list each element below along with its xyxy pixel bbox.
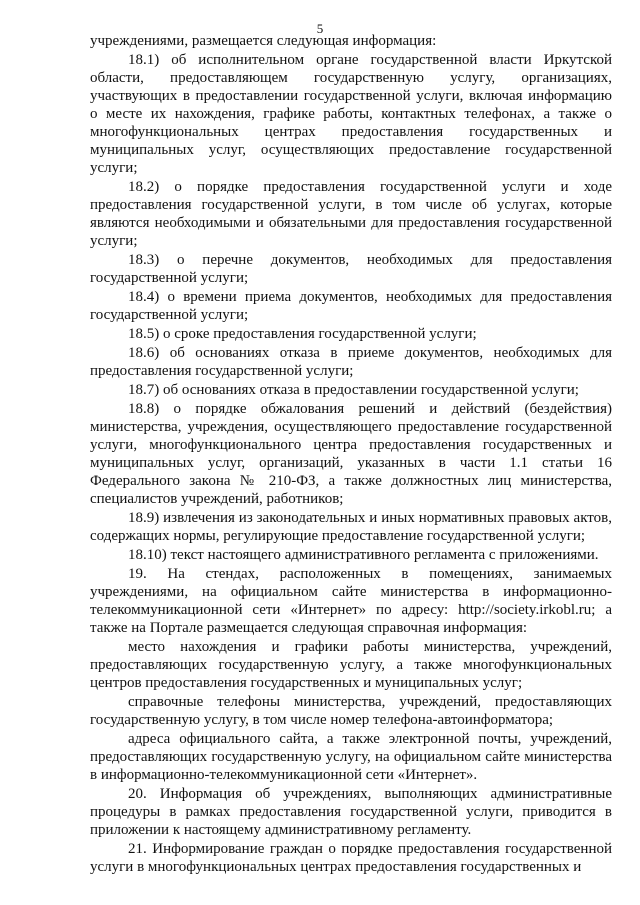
paragraph-18-9: 18.9) извлечения из законодательных и иных нормативных правовых актов, содержащих нормы, регулирующие предоставление государственной услуги; [90, 510, 612, 544]
paragraph-18-6: 18.6) об основаниях отказа в приеме документов, необходимых для предоставления государственной услуги; [90, 345, 612, 379]
paragraph-19-addresses: адреса официального сайта, а также электронной почты, учреждений, предоставляющих государственную услугу, на официальном сайте министерства в информационно-телекоммуникационной сети «Интернет». [90, 731, 612, 783]
paragraph-19-location: место нахождения и графики работы министерства, учреждений, предоставляющих государственную услугу, а также многофункциональных центров предоставления государственных и муниципальных услуг; [90, 639, 612, 691]
paragraph-18-4: 18.4) о времени приема документов, необходимых для предоставления государственной услуги; [90, 289, 612, 323]
document-body [90, 32, 612, 877]
paragraph-19: 19. На стендах, расположенных в помещениях, занимаемых учреждениями, на официальном сайте министерства в информационно-телекоммуникационной сети «Интернет» по адресу: http://society.irkobl.ru; а также на Портале размещается следующая справочная информация: [90, 566, 612, 636]
paragraph-20: 20. Информация об учреждениях, выполняющих административные процедуры в рамках предоставления государственной услуги, приводится в приложении к настоящему административному регламенту. [90, 786, 612, 838]
paragraph-18-8: 18.8) о порядке обжалования решений и действий (бездействия) министерства, учреждения, осуществляющего предоставление государственной услуги, многофункционального центра предоставления государственных и муниципальных услуг, организаций, указанных в части 1.1 статьи 16 Федерального закона № 210-ФЗ, а также должностных лиц министерства, специалистов учреждений, работников; [90, 401, 612, 507]
paragraph-18-2: 18.2) о порядке предоставления государственной услуги и ходе предоставления государственной услуги, в том числе об услугах, которые являются необходимыми и обязательными для предоставления государственной услуги; [90, 179, 612, 249]
paragraph-18-1: 18.1) об исполнительном органе государственной власти Иркутской области, предоставляющем государственную услугу, организациях, участвующих в предоставлении государственной услуги, включая информацию о месте их нахождения, графике работы, контактных телефонах, а также о многофункциональных центрах предоставления государственных и муниципальных услуг, осуществляющих предоставление государственной услуги; [90, 52, 612, 176]
paragraph-18-3: 18.3) о перечне документов, необходимых для предоставления государственной услуги; [90, 252, 612, 286]
paragraph-21: 21. Информирование граждан о порядке предоставления государственной услуги в многофункциональных центрах предоставления государственных и [90, 841, 612, 875]
paragraph-19-phones: справочные телефоны министерства, учреждений, предоставляющих государственную услугу, в том числе номер телефона-автоинформатора; [90, 694, 612, 728]
paragraph-18-7: 18.7) об основаниях отказа в предоставлении государственной услуги; [128, 382, 579, 398]
paragraph-18-10: 18.10) текст настоящего административного регламента с приложениями. [128, 547, 599, 563]
page-number: 5 [316, 21, 324, 36]
paragraph-continuation: учреждениями, размещается следующая информация: [90, 33, 437, 49]
paragraph-18-5: 18.5) о сроке предоставления государственной услуги; [128, 326, 477, 342]
